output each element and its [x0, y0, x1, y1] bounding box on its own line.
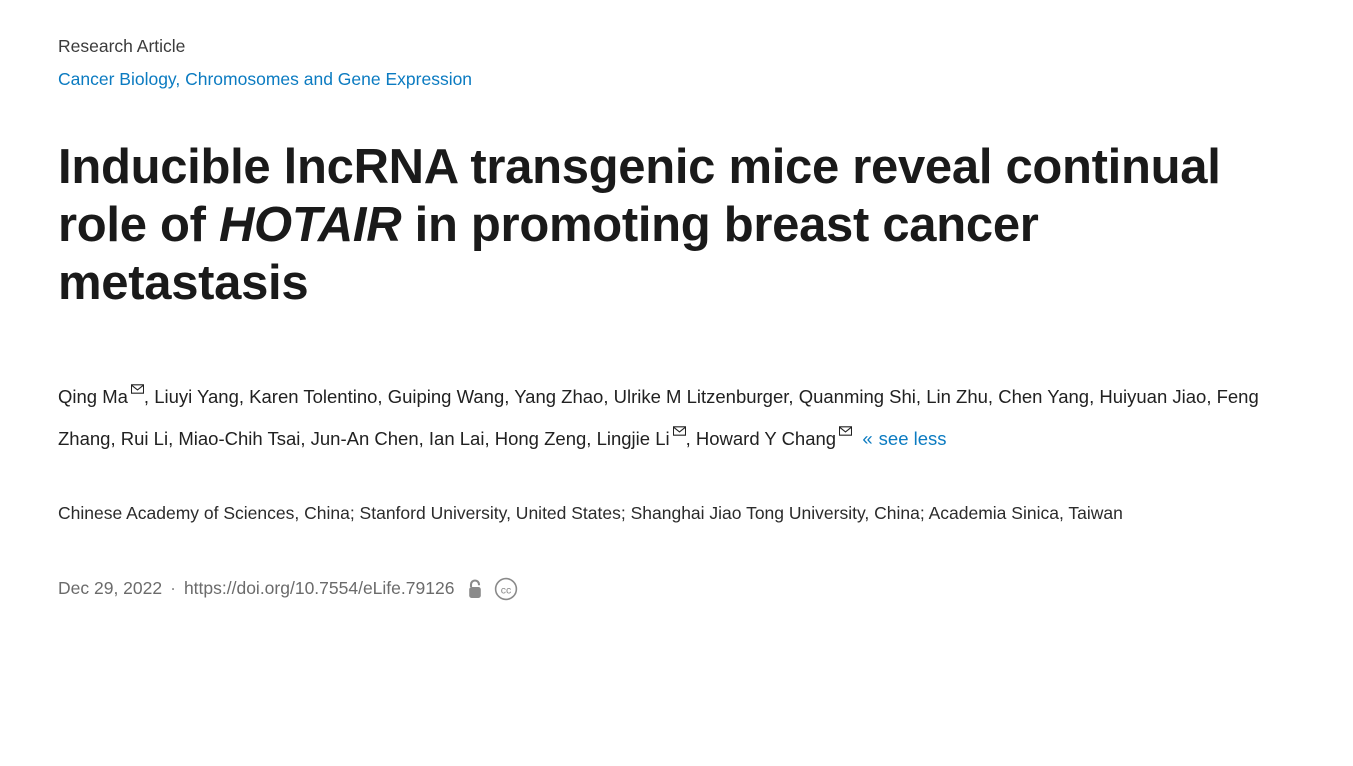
subject-list [58, 67, 1295, 92]
envelope-icon[interactable] [673, 412, 686, 422]
author-name[interactable]: Guiping Wang [387, 386, 505, 408]
author-separator: , [238, 386, 250, 408]
author-name[interactable]: Quanming Shi [798, 386, 916, 408]
author-separator: , [418, 427, 429, 449]
envelope-icon[interactable] [839, 412, 852, 422]
author-name[interactable]: Lingjie Li [596, 427, 670, 449]
author-name[interactable]: Chen Yang [998, 386, 1090, 408]
meta-separator: · [170, 578, 176, 599]
author-separator: , [377, 386, 388, 408]
envelope-icon[interactable] [131, 370, 144, 380]
author-name[interactable]: Rui Li [120, 427, 169, 449]
author-name[interactable]: Lin Zhu [926, 386, 988, 408]
author-separator: , [168, 427, 179, 449]
author-separator: , [685, 427, 696, 449]
affiliation-list: Chinese Academy of Sciences, China; Stanford University, United States; Shanghai Jiao Tong University, China; Academia Sinica, Taiwan [58, 502, 1123, 523]
page-title [58, 139, 1288, 312]
author-separator: , [603, 386, 614, 408]
author-separator: , [788, 386, 799, 408]
author-separator: , [300, 427, 311, 449]
author-name[interactable]: Huiyuan Jiao [1099, 386, 1207, 408]
open-access-icon[interactable] [466, 578, 484, 600]
author-separator: , [143, 386, 155, 408]
author-name[interactable]: Ulrike M Litzenburger [613, 386, 789, 408]
author-separator: , [1206, 386, 1217, 408]
author-name[interactable]: Hong Zeng [494, 427, 587, 449]
author-separator: , [987, 386, 999, 408]
title-part-3: in promoting breast cancer metastasis [58, 197, 1039, 310]
author-name[interactable]: Liuyi Yang [154, 386, 239, 408]
author-separator: , [586, 427, 597, 449]
article-type-label: Research Article [58, 36, 186, 56]
author-name[interactable]: Howard Y Chang [695, 427, 837, 449]
article-meta [58, 577, 1295, 601]
author-name[interactable]: Karen Tolentino [249, 386, 378, 408]
author-separator: , [1089, 386, 1100, 408]
svg-text:cc: cc [501, 584, 512, 597]
author-list [58, 374, 1288, 456]
author-separator: , [504, 386, 515, 408]
title-part-1: Inducible lncRNA transgenic mice reveal continual role of [58, 140, 1221, 252]
publication-date: Dec 29, 2022 [58, 578, 163, 599]
author-name[interactable]: Yang Zhao [514, 386, 604, 408]
author-name[interactable]: Qing Ma [58, 386, 128, 408]
author-separator: , [915, 386, 927, 408]
title-part-2-italic: HOTAIR [218, 197, 402, 252]
author-name[interactable]: Ian Lai [428, 427, 485, 449]
creative-commons-icon[interactable] [494, 577, 518, 601]
author-name[interactable]: Miao-Chih Tsai [178, 427, 301, 449]
see-less-toggle[interactable] [862, 428, 946, 449]
see-less-label: see less [878, 427, 947, 449]
doi-link[interactable]: https://doi.org/10.7554/eLife.79126 [183, 578, 455, 599]
author-name[interactable]: Feng Zhang [58, 386, 1259, 449]
subject-link[interactable]: Cancer Biology, Chromosomes and Gene Expression [58, 68, 473, 89]
author-name[interactable]: Jun-An Chen [310, 427, 419, 449]
double-chevron-left-icon: « [862, 427, 873, 449]
author-separator: , [110, 427, 121, 449]
author-separator: , [484, 427, 495, 449]
